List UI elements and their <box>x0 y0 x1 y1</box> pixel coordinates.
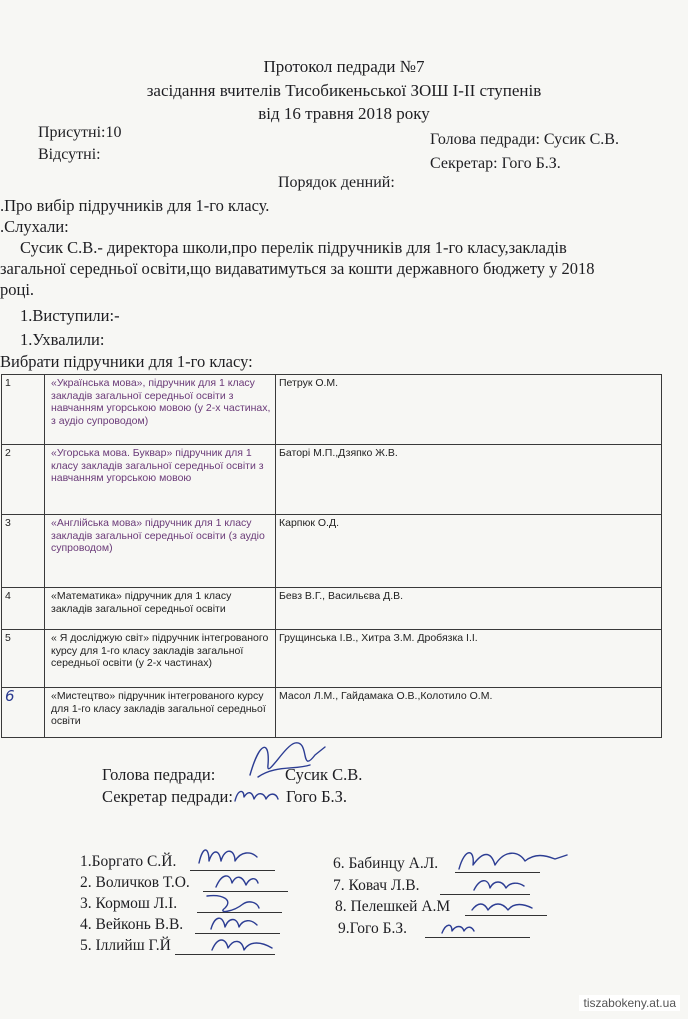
heard-paragraph <box>0 237 660 300</box>
member-signature-scribble <box>455 845 575 875</box>
table-row <box>2 630 662 688</box>
head-signature-scribble <box>240 735 330 785</box>
member-signature-scribble <box>468 898 538 918</box>
textbook-title: «Угорська мова. Буквар» підручник для 1 класу закладів загальної середньої освіти з навчанням угорською мовою <box>45 445 276 515</box>
row-number: 2 <box>2 445 45 515</box>
table-row <box>2 445 662 515</box>
member-7: 7. Ковач Л.В. <box>333 877 420 894</box>
protocol-title: Протокол педради №7 <box>263 57 425 76</box>
member-signature-scribble <box>208 932 278 958</box>
paragraph-line-2: загальної середньої освіти,що видаватимуться за кошти державного бюджету у 2018 <box>0 259 595 278</box>
paragraph-line-1: Сусик С.В.- директора школи,про перелік підручників для 1-го класу,закладів <box>20 238 567 257</box>
agenda-item-1: .Про вибір підручників для 1-го класу. <box>0 196 270 215</box>
secretary-signature-scribble <box>232 787 282 807</box>
textbook-authors: Масол Л.М., Гайдамака О.В.,Колотило О.М. <box>276 688 662 738</box>
head-sign-label: Голова педради: <box>102 765 216 784</box>
secretary-sign-label: Секретар педради: <box>102 787 233 806</box>
heard-label: .Слухали: <box>0 217 69 236</box>
textbook-authors: Баторі М.П.,Дзяпко Ж.В. <box>276 445 662 515</box>
row-number: 4 <box>2 588 45 630</box>
table-row <box>2 688 662 738</box>
secretary-sign-name: Гого Б.З. <box>286 787 348 806</box>
textbook-title: «Математика» підручник для 1 класу закладів загальної середньої освіти <box>45 588 276 630</box>
member-1: 1.Боргато С.Й. <box>80 853 177 870</box>
table-row <box>2 375 662 445</box>
watermark: tiszabokeny.at.ua <box>579 995 680 1011</box>
member-signature-scribble <box>470 874 530 896</box>
member-8: 8. Пелешкей А.М <box>335 898 451 915</box>
member-9: 9.Гого Б.З. <box>338 920 407 937</box>
member-signature-scribble <box>195 843 265 871</box>
secretary: Секретар: Гого Б.З. <box>430 155 561 172</box>
member-5: 5. Іллийш Г.Й <box>80 937 171 954</box>
textbook-title: «Мистецтво» підручник інтегрованого курсу для 1-го класу закладів загальної середньої освіти <box>45 688 276 738</box>
member-4: 4. Вейконь В.В. <box>80 916 184 933</box>
textbook-authors: Грущинська І.В., Хитра З.М. Дробязка І.І. <box>276 630 662 688</box>
textbook-authors: Бевз В.Г., Васильєва Д.В. <box>276 588 662 630</box>
present-count: Присутні:10 <box>38 124 122 141</box>
textbook-title: «Англійська мова» підручник для 1 класу закладів загальної середньої освіти (з аудіо супроводом) <box>45 515 276 588</box>
member-6: 6. Бабинцу А.Л. <box>333 855 439 872</box>
agenda-title: Порядок денний: <box>278 174 395 191</box>
decision-text: Вибрати підручники для 1-го класу: <box>0 352 253 371</box>
protocol-date: від 16 травня 2018 року <box>258 104 430 123</box>
row-number: 5 <box>2 630 45 688</box>
paragraph-line-3: році. <box>0 280 35 299</box>
textbook-authors: Петрук О.М. <box>276 375 662 445</box>
resolved-label: 1.Ухвалили: <box>20 330 105 349</box>
member-3: 3. Кормош Л.І. <box>80 895 178 912</box>
head-of-council: Голова педради: Сусик С.В. <box>430 131 619 148</box>
member-2: 2. Воличков Т.О. <box>80 874 190 891</box>
textbook-title: « Я досліджую світ» підручник інтегрованого курсу для 1-го класу закладів загальної середньої освіти (у 2-х частинах) <box>45 630 276 688</box>
textbooks-table <box>1 374 662 738</box>
head-sign-name: Сусик С.В. <box>285 765 363 784</box>
protocol-subtitle: засідання вчителів Тисобикеньської ЗОШ І-ІІ ступенів <box>146 81 542 100</box>
textbook-title: «Українська мова», підручник для 1 класу закладів загальної середньої освіти з навчанням угорською мовою (у 2-х частинах, з аудіо супроводом) <box>45 375 276 445</box>
member-signature-scribble <box>438 921 478 939</box>
table-row <box>2 515 662 588</box>
absent-list: Відсутні: <box>38 146 101 163</box>
row-number: 1 <box>2 375 45 445</box>
row-number: 6 <box>2 688 45 738</box>
spoke-label: 1.Виступили:- <box>20 306 120 325</box>
textbook-authors: Карпюк О.Д. <box>276 515 662 588</box>
row-number: 3 <box>2 515 45 588</box>
table-row <box>2 588 662 630</box>
